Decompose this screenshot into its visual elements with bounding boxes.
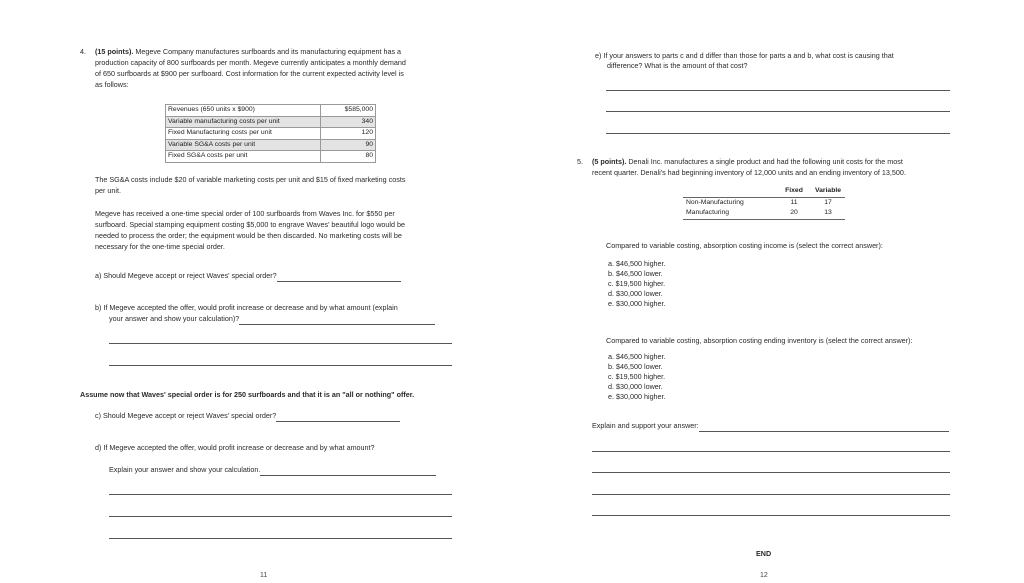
explain-prompt: Explain and support your answer: bbox=[592, 420, 949, 432]
question-4-text: Megeve Company manufactures surfboards and its manufacturing equipment has a bbox=[135, 47, 402, 56]
question-e-line2: difference? What is the amount of that cost? bbox=[607, 61, 748, 70]
mc1-option[interactable]: e. $30,000 higher. bbox=[608, 299, 666, 308]
assume-statement: Assume now that Waves' special order is for 250 surfboards and that it is an "all or nothing" offer. bbox=[80, 390, 415, 399]
question-a: a) Should Megeve accept or reject Waves' special order? bbox=[95, 270, 401, 282]
special-order-line4: necessary for the one-time special order. bbox=[95, 242, 225, 251]
question-c: c) Should Megeve accept or reject Waves' special order? bbox=[95, 410, 400, 422]
cost-row: Revenues (650 units x $900) $585,000 bbox=[166, 105, 376, 117]
sga-note-line1: The SG&A costs include $20 of variable marketing costs per unit and $15 of fixed marketing costs bbox=[95, 175, 406, 184]
mc2-option[interactable]: e. $30,000 higher. bbox=[608, 392, 666, 401]
mc1-option[interactable]: c. $19,500 higher. bbox=[608, 279, 666, 288]
end-marker: END bbox=[756, 549, 772, 558]
question-4-points: (15 points). bbox=[95, 47, 134, 56]
question-5-line2: recent quarter. Denali's had beginning inventory of 12,000 units and an ending inventory of 13,500. bbox=[592, 168, 906, 177]
answer-line-explain[interactable] bbox=[592, 451, 950, 452]
answer-line-e[interactable] bbox=[606, 90, 950, 91]
question-5-number: 5. bbox=[577, 157, 583, 166]
answer-line-explain[interactable] bbox=[592, 494, 950, 495]
cost-row: Variable manufacturing costs per unit 340 bbox=[166, 116, 376, 128]
question-4-line4: as follows: bbox=[95, 80, 129, 89]
answer-line-d[interactable] bbox=[109, 494, 452, 495]
answer-line-e[interactable] bbox=[606, 111, 950, 112]
question-4-line3: of 650 surfboards at $900 per surfboard. Cost information for the current expected activity level is bbox=[95, 69, 404, 78]
answer-blank-b[interactable] bbox=[239, 315, 435, 325]
question-5-line1: (5 points). Denali Inc. manufactures a single product and had the following unit costs for the most bbox=[592, 157, 903, 166]
cost-table bbox=[165, 104, 376, 163]
page-number: 12 bbox=[760, 572, 768, 579]
sga-note-line2: per unit. bbox=[95, 186, 121, 195]
question-5-points: (5 points). bbox=[592, 157, 627, 166]
answer-blank-a[interactable] bbox=[277, 272, 401, 282]
answer-line-d[interactable] bbox=[109, 516, 452, 517]
question-d-explain: Explain your answer and show your calculation. bbox=[109, 464, 436, 476]
answer-line-b[interactable] bbox=[109, 365, 452, 366]
mc2-option[interactable]: d. $30,000 lower. bbox=[608, 382, 663, 391]
question-d: d) If Megeve accepted the offer, would profit increase or decrease and by what amount? bbox=[95, 443, 375, 452]
question-e-line1: e) If your answers to parts c and d differ than those for parts a and b, what cost is causing that bbox=[595, 51, 894, 60]
unit-cost-header: Fixed Variable bbox=[785, 187, 842, 194]
unit-cost-table bbox=[683, 186, 845, 220]
answer-blank-explain[interactable] bbox=[699, 422, 949, 432]
unit-cost-row: Manufacturing 20 13 bbox=[683, 208, 845, 219]
answer-blank-c[interactable] bbox=[276, 412, 400, 422]
mc2-option[interactable]: c. $19,500 higher. bbox=[608, 372, 666, 381]
mc1-option[interactable]: a. $46,500 higher. bbox=[608, 259, 666, 268]
question-4-number: 4. bbox=[80, 47, 86, 56]
mc1-prompt: Compared to variable costing, absorption costing income is (select the correct answer): bbox=[606, 241, 883, 250]
mc1-option[interactable]: b. $46,500 lower. bbox=[608, 269, 663, 278]
cost-row: Variable SG&A costs per unit 90 bbox=[166, 139, 376, 151]
mc2-prompt: Compared to variable costing, absorption costing ending inventory is (select the correct answer): bbox=[606, 336, 913, 345]
answer-line-b[interactable] bbox=[109, 343, 452, 344]
special-order-line1: Megeve has received a one-time special order of 100 surfboards from Waves Inc. for $550 per bbox=[95, 209, 395, 218]
question-b-line2: your answer and show your calculation)? bbox=[109, 313, 435, 325]
unit-cost-row: Non-Manufacturing 11 17 bbox=[683, 197, 845, 208]
answer-line-explain[interactable] bbox=[592, 472, 950, 473]
question-b-line1: b) If Megeve accepted the offer, would profit increase or decrease and by what amount (explain bbox=[95, 303, 398, 312]
cost-row: Fixed SG&A costs per unit 80 bbox=[166, 151, 376, 163]
question-4-line2: production capacity of 800 surfboards per month. Megeve currently anticipates a monthly demand bbox=[95, 58, 406, 67]
cost-row: Fixed Manufacturing costs per unit 120 bbox=[166, 128, 376, 140]
page-number: 11 bbox=[260, 572, 268, 579]
mc2-option[interactable]: a. $46,500 higher. bbox=[608, 352, 666, 361]
page-right bbox=[512, 0, 1024, 583]
special-order-line3: needed to process the order; the equipment would be then discarded. No marketing costs will be bbox=[95, 231, 402, 240]
answer-line-explain[interactable] bbox=[592, 515, 950, 516]
mc1-option[interactable]: d. $30,000 lower. bbox=[608, 289, 663, 298]
special-order-line2: surfboard. Special stamping equipment costing $5,000 to engrave Waves' beautiful logo would be bbox=[95, 220, 405, 229]
answer-line-e[interactable] bbox=[606, 133, 950, 134]
answer-blank-d[interactable] bbox=[260, 466, 436, 476]
mc2-option[interactable]: b. $46,500 lower. bbox=[608, 362, 663, 371]
answer-line-d[interactable] bbox=[109, 538, 452, 539]
